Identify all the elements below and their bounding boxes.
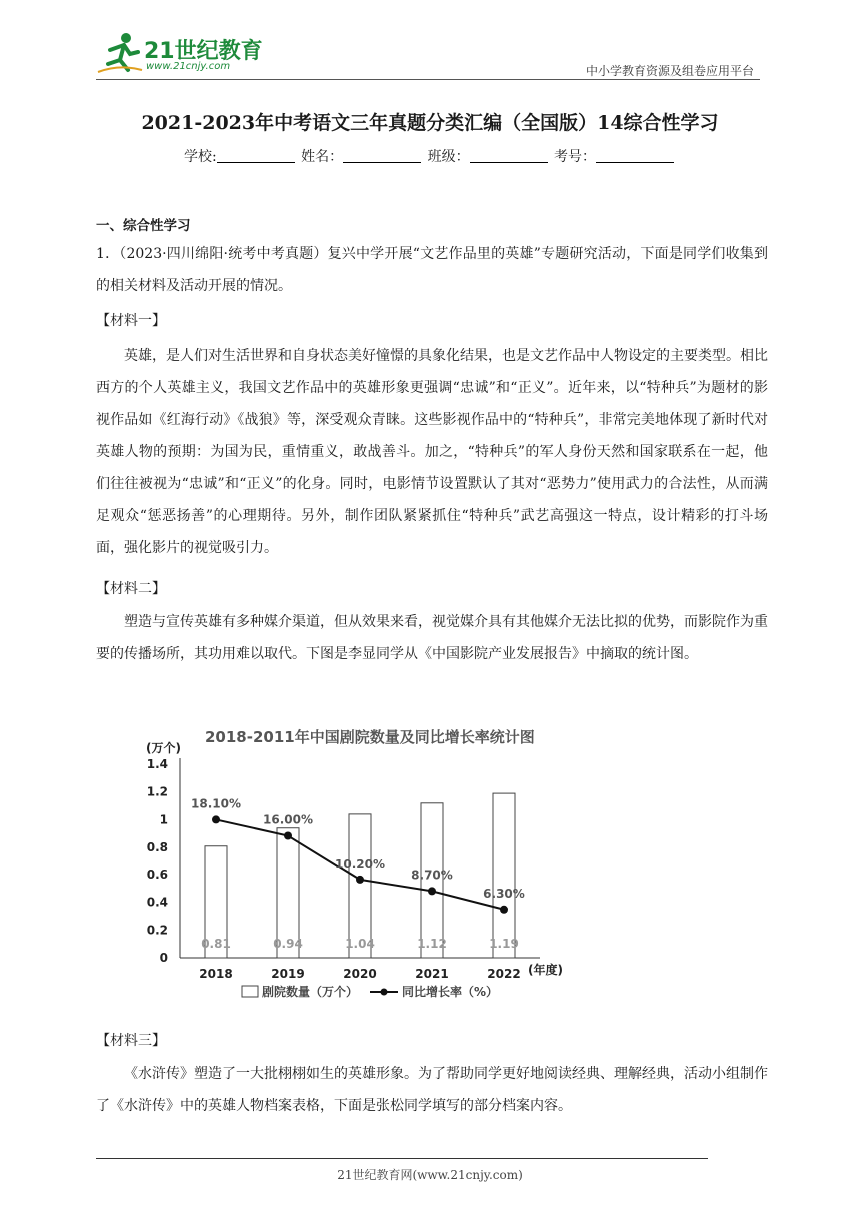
logo-url: www.21cnjy.com [146,61,231,72]
growth-label: 16.00% [263,812,313,827]
material2-text: 塑造与宣传英雄有多种媒介渠道，但从效果来看，视觉媒介具有其他媒介无法比拟的优势，而影院作为重要的传播场所，其功用难以取代。下图是李显同学从《中国影院产业发展报告》中摘取的统计图。 [96,614,768,662]
page-header [96,30,760,82]
school-blank[interactable] [217,148,295,163]
material3-text: 《水浒传》塑造了一大批栩栩如生的英雄形象。为了帮助同学更好地阅读经典、理解经典，活动小组制作了《水浒传》中的英雄人物档案表格，下面是张松同学填写的部分档案内容。 [96,1066,768,1114]
growth-label: 10.20% [335,856,385,871]
student-info-row [0,146,860,166]
material1-text: 英雄，是人们对生活世界和自身状态美好憧憬的具象化结果，也是文艺作品中人物设定的主要类型。相比西方的个人英雄主义，我国文艺作品中的英雄形象更强调“忠诚”和“正义”。近年来，以“特种兵”为题材的影视作品如《红海行动》《战狼》等，深受观众青睐。这些影视作品中的“特种兵”，非常完美地体现了新时代对英雄人物的预期：为国为民，重情重义，敢战善斗。加之，“特种兵”的军人身份天然和国家联系在一起，他们往往被视为“忠诚”和“正义”的化身。同时，电影情节设置默认了其对“恶势力”使用武力的合法性，从而满足观众“惩恶扬善”的心理期待。另外，制作团队紧紧抓住“特种兵”武艺高强这一特点，设计精彩的打斗场面，强化影片的视觉吸引力。 [96,348,768,556]
growth-point [428,887,436,895]
y-tick-label: 0.6 [146,867,168,882]
question-text: 1．（2023·四川绵阳·统考中考真题）复兴中学开展“文艺作品里的英雄”专题研究活动，下面是同学们收集到的相关材料及活动开展的情况。 [96,246,768,294]
theater-chart [130,720,580,1010]
school-label: 学校: [183,149,217,165]
section-heading: 一、综合性学习 [96,218,191,234]
x-tick-label: 2018 [199,967,233,981]
growth-label: 6.30% [483,886,525,901]
y-tick-label: 0.4 [146,895,168,910]
x-tick-label: 2019 [271,967,305,981]
legend-bar-swatch [242,986,258,997]
platform-name: 中小学教育资源及组卷应用平台 [585,64,754,78]
logo-text: 21世纪教育 [144,39,263,64]
growth-label: 18.10% [191,796,241,811]
y-tick-label: 1.2 [146,784,168,799]
growth-point [212,815,220,823]
document-title: 2021-2023年中考语文三年真题分类汇编（全国版）14综合性学习 [141,112,719,134]
y-tick-label: 0.8 [146,840,168,855]
name-blank[interactable] [343,148,421,163]
growth-point [356,876,364,884]
number-label: 考号： [554,149,597,165]
bar-value-label: 1.19 [489,937,519,951]
bar-value-label: 1.12 [417,937,447,951]
x-unit-label: (年度) [528,963,563,977]
material2-label: 【材料二】 [96,581,166,597]
number-blank[interactable] [596,148,674,163]
class-blank[interactable] [470,148,548,163]
header-divider [96,79,760,80]
runner-icon [96,30,144,76]
y-tick-label: 0.2 [146,923,168,938]
name-label: 姓名： [301,149,344,165]
growth-point [500,906,508,914]
x-tick-label: 2020 [343,967,377,981]
footer-divider [96,1158,708,1159]
bar-value-label: 0.81 [201,937,231,951]
bar-value-label: 0.94 [273,937,303,951]
material1-label: 【材料一】 [96,313,166,329]
legend-line-label: 同比增长率（%） [402,985,499,999]
legend-line-marker [381,989,388,996]
class-label: 班级： [427,149,470,165]
footer-text[interactable]: 21世纪教育网(www.21cnjy.com) [337,1168,523,1182]
y-tick-label: 1.4 [146,757,168,771]
site-logo[interactable] [96,30,266,78]
growth-point [284,832,292,840]
y-tick-label: 0 [159,951,168,965]
bar-value-label: 1.04 [345,937,375,951]
bar [493,793,515,958]
y-unit-label: (万个) [146,741,181,755]
growth-label: 8.70% [411,868,453,883]
y-tick-label: 1 [159,812,168,827]
x-tick-label: 2021 [415,967,449,981]
x-tick-label: 2022 [487,967,521,981]
chart-title: 2018-2011年中国剧院数量及同比增长率统计图 [205,728,535,746]
legend-bar-label: 剧院数量（万个） [262,985,359,999]
material3-label: 【材料三】 [96,1033,166,1049]
chart-svg [130,720,580,1010]
